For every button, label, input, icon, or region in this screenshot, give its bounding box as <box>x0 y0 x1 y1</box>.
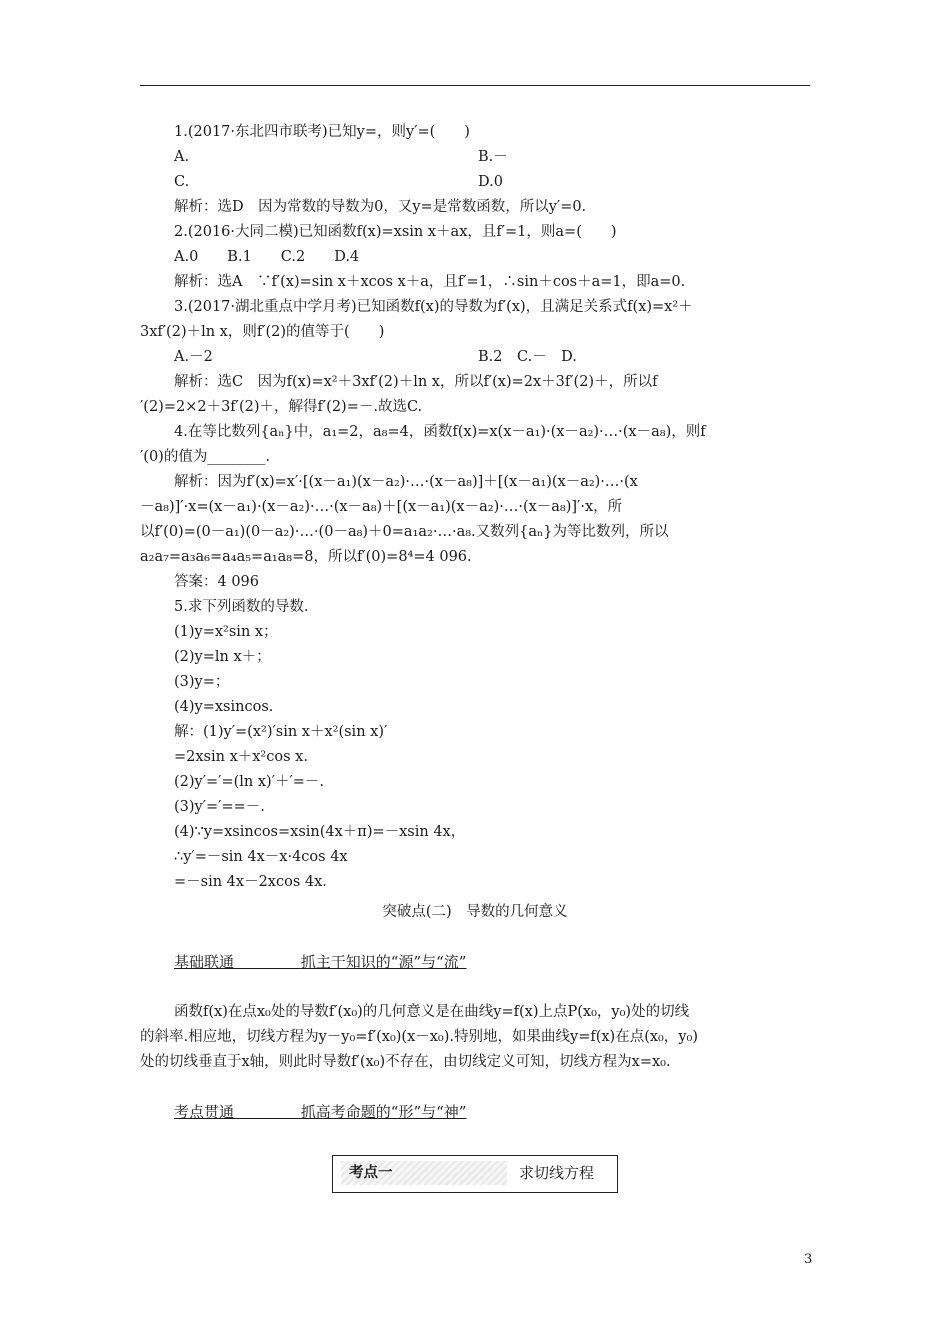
q4-stem-line1: 4.在等比数列{aₙ}中，a₁=2，a₈=4，函数f(x)=x(x－a₁)·(x－a₂)·…·(x－a₈)，则f <box>174 424 706 440</box>
q2-stem: 2.(2016·大同二模)已知函数f(x)=xsin x＋ax，且f′=1，则a=( ) <box>174 224 617 240</box>
q5-part1: (1)y=x²sin x； <box>174 624 278 640</box>
q3-options-bcd: B.2 C.－ D. <box>478 349 577 365</box>
q5-solution-4a: (4)∵y=xsincos=xsin(4x＋π)=－xsin 4x， <box>174 824 466 840</box>
q1-stem: 1.(2017·东北四市联考)已知y=，则y′=( ) <box>174 124 470 140</box>
q3-stem-line1: 3.(2017·湖北重点中学月考)已知函数f(x)的导数为f′(x)，且满足关系式f(x)=x²＋ <box>174 299 693 315</box>
q3-stem-line2: 3xf′(2)＋ln x，则f′(2)的值等于( ) <box>140 324 385 340</box>
q1-option-d: D.0 <box>478 174 503 190</box>
q5-stem: 5.求下列函数的导数. <box>174 599 309 615</box>
q3-solution-line1: 解析：选C 因为f(x)=x²＋3xf′(2)＋ln x，所以f′(x)=2x＋3f′(2)＋，所以f <box>174 374 658 390</box>
header-rule <box>140 85 810 86</box>
band-basics <box>174 952 466 972</box>
q1-solution: 解析：选D 因为常数的导数为0，又y=是常数函数，所以y′=0. <box>174 199 587 215</box>
q5-solution-2: (2)y′=′=(ln x)′＋′=－. <box>174 774 325 790</box>
q2-options: A.0 B.1 C.2 D.4 <box>174 249 360 265</box>
q5-part3: (3)y=； <box>174 674 230 690</box>
band-basics-label: 基础联通 <box>174 953 235 971</box>
q5-part2: (2)y=ln x＋； <box>174 649 271 665</box>
page-number: 3 <box>804 1252 813 1267</box>
q1-option-c: C. <box>174 174 190 190</box>
section-heading: 突破点(二) 导数的几何意义 <box>382 904 568 920</box>
q1-option-a: A. <box>174 149 190 165</box>
band-exam-subtitle: 抓高考命题的“形”与“神” <box>300 1103 467 1121</box>
q4-stem-line2: ′(0)的值为________. <box>140 449 270 465</box>
q3-solution-line2: ′(2)=2×2＋3f′(2)＋，解得f′(2)=－.故选C. <box>140 399 423 415</box>
q4-solution-line1: 解析：因为f′(x)=x′·[(x－a₁)(x－a₂)·…·(x－a₈)]＋[(x－a₁)(x－a₂)·…·(x <box>174 474 638 490</box>
definition-para-line2: 的斜率.相应地，切线方程为y－y₀=f′(x₀)(x－x₀).特别地，如果曲线y=f(x)在点(x₀，y₀) <box>140 1029 699 1045</box>
q5-part4: (4)y=xsincos. <box>174 699 274 715</box>
definition-para-line1: 函数f(x)在点x₀处的导数f′(x₀)的几何意义是在曲线y=f(x)上点P(x₀，y₀)处的切线 <box>174 1004 690 1020</box>
q4-answer: 答案：4 096 <box>174 574 260 590</box>
topic-tag: 考点一 <box>341 1161 507 1185</box>
q1-option-b: B.－ <box>478 149 508 165</box>
q5-solution-3: (3)y′=′==－. <box>174 799 265 815</box>
band-basics-subtitle: 抓主干知识的“源”与“流” <box>300 953 467 971</box>
q5-solution-1b: =2xsin x＋x²cos x. <box>174 749 308 765</box>
band-exam-label: 考点贯通 <box>174 1103 235 1121</box>
band-exam <box>174 1102 466 1122</box>
q4-solution-line3: 以f′(0)=(0－a₁)(0－a₂)·…·(0－a₈)＋0=a₁a₂·…·a₈.又数列{aₙ}为等比数列，所以 <box>140 524 669 540</box>
q5-solution-4b: ∴y′=－sin 4x－x·4cos 4x <box>174 849 348 865</box>
topic-box <box>332 1155 618 1193</box>
q5-solution-1a: 解：(1)y′=(x²)′sin x＋x²(sin x)′ <box>174 724 388 740</box>
q4-solution-line4: a₂a₇=a₃a₆=a₄a₅=a₁a₈=8，所以f′(0)=8⁴=4 096. <box>140 549 472 565</box>
definition-para-line3: 处的切线垂直于x轴，则此时导数f′(x₀)不存在，由切线定义可知，切线方程为x=x₀. <box>140 1054 671 1070</box>
q3-option-a: A.－2 <box>174 349 213 365</box>
q4-solution-line2: －a₈)]′·x=(x－a₁)·(x－a₂)·…·(x－a₈)＋[(x－a₁)(x－a₂)·…·(x－a₈)]′·x，所 <box>140 499 623 515</box>
topic-title: 求切线方程 <box>519 1164 595 1182</box>
q2-solution: 解析：选A ∵f′(x)=sin x＋xcos x＋a，且f′=1，∴sin＋cos＋a=1，即a=0. <box>174 274 686 290</box>
q5-solution-4c: =－sin 4x－2xcos 4x. <box>174 874 327 890</box>
